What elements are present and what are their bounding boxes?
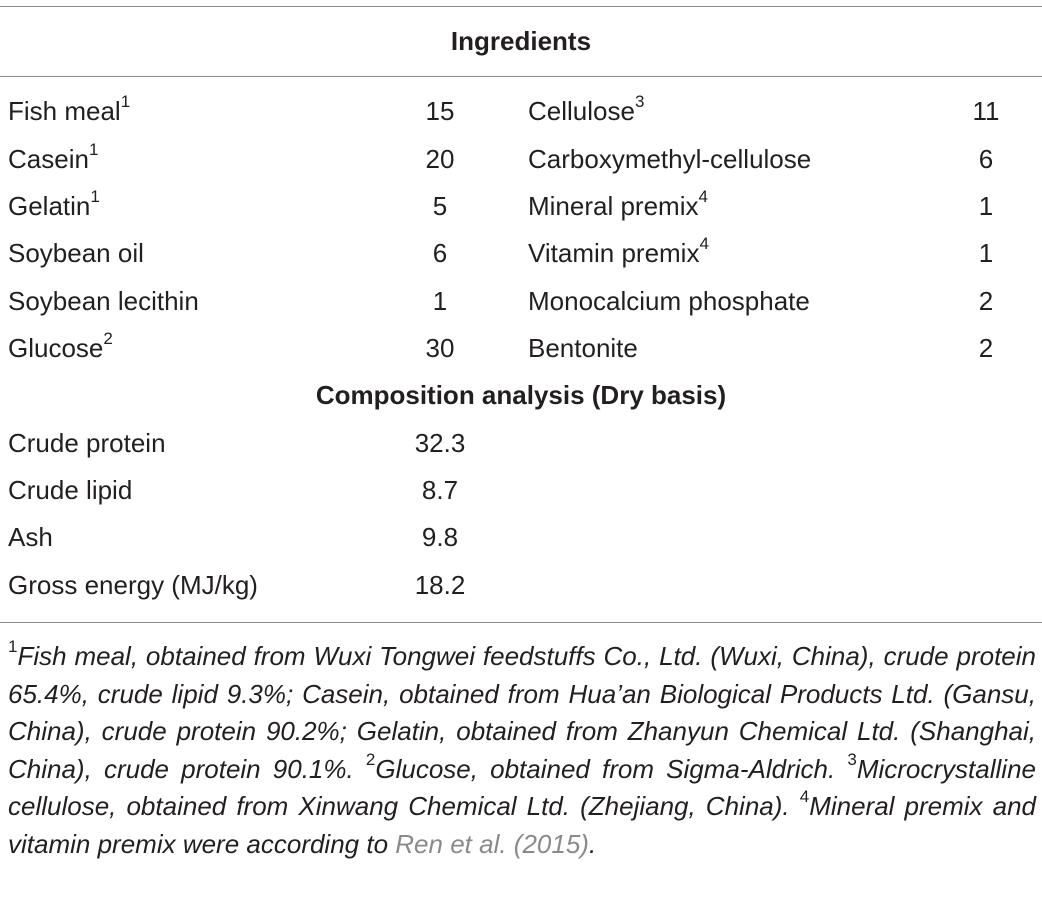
header-rule: [0, 76, 1042, 77]
reference-link[interactable]: Ren et al. (2015): [395, 828, 589, 859]
composition-name: Ash: [8, 522, 53, 552]
composition-value: 9.8: [421, 522, 459, 552]
table-bottom-rule: [0, 622, 1042, 623]
composition-value: 18.2: [414, 570, 466, 600]
ingredient-name: Glucose$^2$: [8, 329, 113, 363]
ingredient-value: 2: [978, 286, 994, 316]
top-rule: [0, 6, 1042, 7]
ingredient-name: Fish meal$^1$: [8, 92, 131, 126]
ingredient-name: Carboxymethyl-cellulose: [528, 144, 812, 174]
composition-value: 8.7: [421, 475, 459, 505]
ingredient-value: 6: [432, 238, 448, 268]
ingredient-value: 11: [972, 96, 1000, 126]
composition-name: Crude protein: [8, 428, 166, 458]
ingredient-name: Soybean lecithin: [8, 286, 199, 316]
footnote-text: Mineral premix and vitamin premix were according to: [8, 791, 1036, 859]
footnote-mark: 4: [799, 787, 810, 807]
ingredient-name: Soybean oil: [8, 238, 144, 268]
ingredient-name: Mineral premix$^4$: [528, 187, 708, 221]
ingredient-value: 6: [978, 144, 994, 174]
ingredient-value: 2: [978, 333, 994, 363]
ingredient-name: Monocalcium phosphate: [528, 286, 810, 316]
footnote-end: .: [588, 828, 597, 859]
ingredient-value: 1: [432, 286, 448, 316]
ingredient-value: 20: [425, 144, 455, 174]
ingredient-name: Casein$^1$: [8, 140, 99, 174]
composition-name: Crude lipid: [8, 475, 133, 505]
ingredient-name: Bentonite: [528, 333, 638, 363]
table-footnotes: [8, 638, 1036, 863]
ingredient-name: Gelatin$^1$: [8, 187, 100, 221]
composition-value: 32.3: [414, 428, 466, 458]
composition-header: Composition analysis (Dry basis): [315, 380, 727, 410]
footnote-mark: 2: [365, 749, 376, 769]
ingredient-value: 1: [978, 191, 994, 221]
ingredient-name: Vitamin premix$^4$: [528, 234, 709, 268]
ingredient-value: 30: [425, 333, 455, 363]
footnote-text: Fish meal, obtained from Wuxi Tongwei feedstuffs Co., Ltd. (Wuxi, China), crude protein 65.4%, crude lipid 9.3%; Casein, obtained from Hua’an Biological Products Ltd. (Gansu, China), crude protein 90.2%; Gelatin, obtained from Zhanyun Chemical Ltd. (Shanghai, China), crude protein 90.1%.: [8, 641, 1036, 784]
ingredients-header: Ingredients: [450, 26, 592, 56]
footnote-mark: 3: [847, 749, 857, 769]
composition-name: Gross energy (MJ/kg): [8, 570, 258, 600]
ingredient-value: 15: [425, 96, 455, 126]
ingredient-name: Cellulose$^3$: [528, 92, 645, 126]
ingredient-value: 5: [432, 191, 448, 221]
footnote-text: Microcrystalline cellulose, obtained from Xinwang Chemical Ltd. (Zhejiang, China).: [8, 753, 1036, 821]
footnote-text: Glucose, obtained from Sigma-Aldrich.: [375, 753, 836, 784]
footnote-mark: 1: [8, 637, 18, 657]
ingredient-value: 1: [978, 238, 994, 268]
